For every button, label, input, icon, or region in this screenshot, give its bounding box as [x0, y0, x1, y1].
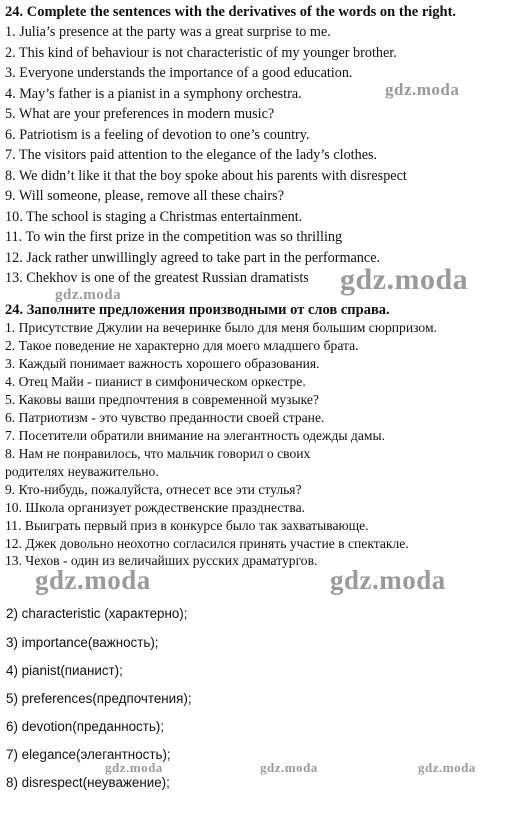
russian-sentence-3: 3. Каждый понимает важность хорошего образования. [5, 356, 320, 371]
english-sentence-9: 9. Will someone, please, remove all these chairs? [5, 188, 284, 204]
russian-exercise-heading: 24. Заполните предложения производными от слов справа. [5, 302, 390, 318]
russian-sentence-10: 10. Школа организует рождественские празднества. [5, 500, 306, 515]
english-sentence-3: 3. Everyone understands the importance of a good education. [5, 65, 353, 81]
english-exercise-heading: 24. Complete the sentences with the derivatives of the words on the right. [5, 4, 457, 20]
english-sentence-7: 7. The visitors paid attention to the elegance of the lady’s clothes. [5, 147, 378, 163]
russian-sentence-2: 2. Такое поведение не характерно для моего младшего брата. [5, 338, 359, 353]
watermark: gdz.moda [330, 565, 446, 595]
english-sentence-5: 5. What are your preferences in modern music? [5, 106, 275, 122]
english-sentence-4: 4. May’s father is a pianist in a symphony orchestra. [5, 86, 302, 102]
answer-5: 5) preferences(предпочтения); [6, 691, 192, 706]
russian-sentence-7: 7. Посетители обратили внимание на элегантность одежды дамы. [5, 428, 385, 443]
russian-sentence-8-cont: родителях неуважительно. [5, 464, 159, 479]
answer-4: 4) pianist(пианист); [6, 663, 123, 678]
watermark: gdz.moda [385, 80, 460, 99]
answer-8: 8) disrespect(неуважение); [6, 775, 170, 790]
watermark: gdz.moda [418, 760, 476, 775]
russian-sentence-5: 5. Каковы ваши предпочтения в современной музыке? [5, 392, 319, 407]
answer-6: 6) devotion(преданность); [6, 719, 165, 734]
answer-3: 3) importance(важность); [6, 635, 159, 650]
english-sentence-10: 10. The school is staging a Christmas entertainment. [5, 209, 303, 225]
answer-7: 7) elegance(элегантность); [6, 747, 171, 762]
watermark: gdz.moda [105, 760, 163, 775]
watermark: gdz.moda [340, 263, 469, 296]
watermark: gdz.moda [55, 287, 122, 303]
english-sentence-8: 8. We didn’t like it that the boy spoke about his parents with disrespect [5, 168, 407, 184]
russian-sentence-11: 11. Выиграть первый приз в конкурсе было так захватывающе. [5, 518, 369, 533]
watermark: gdz.moda [35, 565, 151, 595]
answer-2: 2) characteristic (характерно); [6, 606, 188, 621]
russian-sentence-13: 13. Чехов - один из величайших русских драматургов. [5, 553, 318, 568]
english-sentence-13: 13. Chekhov is one of the greatest Russian dramatists [5, 270, 309, 286]
english-sentence-2: 2. This kind of behaviour is not characteristic of my younger brother. [5, 45, 397, 61]
english-sentence-1: 1. Julia’s presence at the party was a great surprise to me. [5, 24, 331, 40]
russian-sentence-6: 6. Патриотизм - это чувство преданности своей стране. [5, 410, 325, 425]
watermark: gdz.moda [260, 760, 318, 775]
russian-sentence-8: 8. Нам не понравилось, что мальчик говорил о своих [5, 446, 311, 461]
russian-sentence-4: 4. Отец Майи - пианист в симфоническом оркестре. [5, 374, 306, 389]
english-sentence-6: 6. Patriotism is a feeling of devotion to one’s country. [5, 127, 310, 143]
russian-sentence-1: 1. Присутствие Джулии на вечеринке было для меня большим сюрпризом. [5, 320, 437, 335]
english-sentence-12: 12. Jack rather unwillingly agreed to take part in the performance. [5, 250, 381, 266]
russian-sentence-12: 12. Джек довольно неохотно согласился принять участие в спектакле. [5, 536, 409, 551]
english-sentence-11: 11. To win the first prize in the competition was so thrilling [5, 229, 343, 245]
russian-sentence-9: 9. Кто-нибудь, пожалуйста, отнесет все эти стулья? [5, 482, 302, 497]
